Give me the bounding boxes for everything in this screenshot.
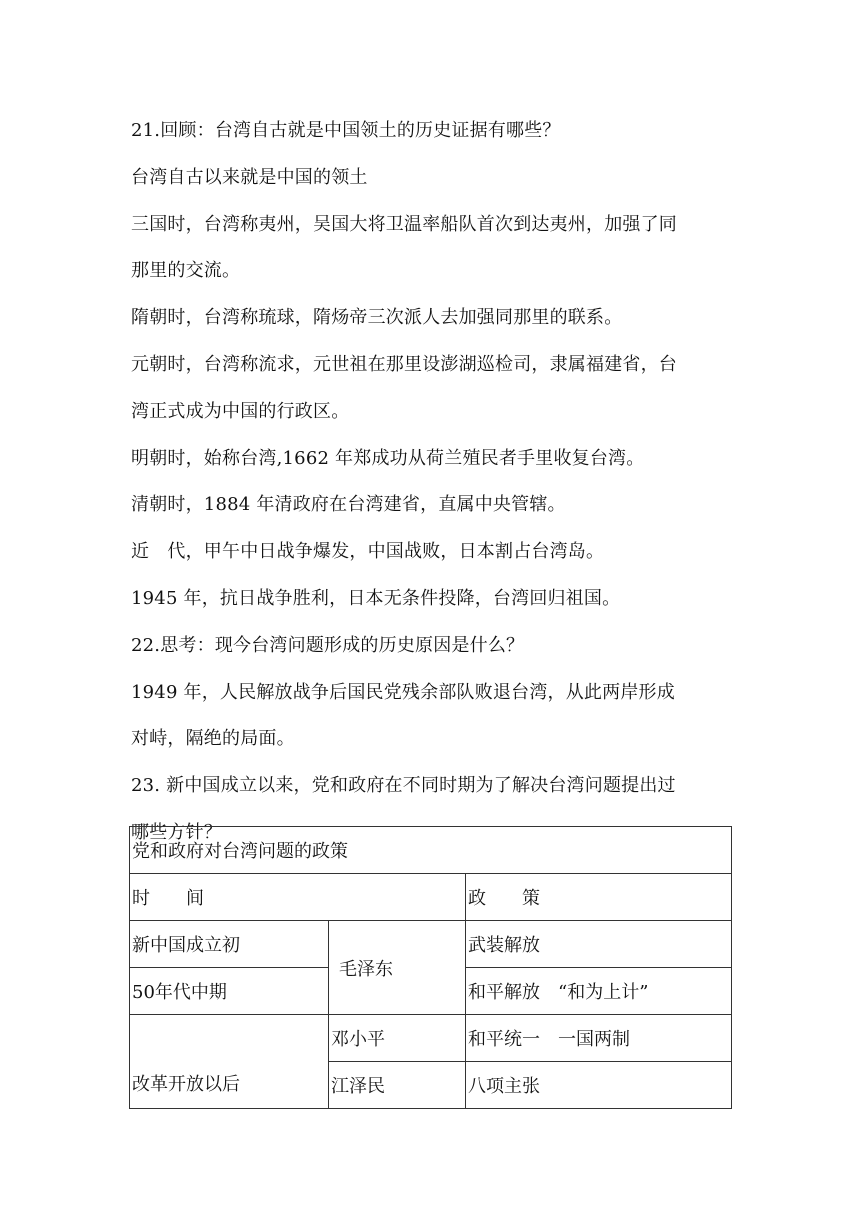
text-line: 台湾自古以来就是中国的领土 — [131, 166, 368, 188]
text-line: 1945 年，抗日战争胜利，日本无条件投降，台湾回归祖国。 — [131, 587, 621, 609]
question-22: 22.思考：现今台湾问题形成的历史原因是什么？ — [131, 634, 525, 656]
policy-table — [129, 826, 732, 1109]
table-row — [130, 874, 732, 921]
period-cell: 50年代中期 — [130, 968, 329, 1015]
text-body — [131, 108, 731, 857]
policy-cell: 和平解放 “和为上计” — [466, 968, 732, 1015]
question-21: 21.回顾：台湾自古就是中国领土的历史证据有哪些？ — [131, 120, 561, 141]
text-line: 清朝时，1884 年清政府在台湾建省，直属中央管辖。 — [131, 494, 566, 516]
policy-cell: 八项主张 — [466, 1062, 732, 1109]
header-policy: 政 策 — [466, 874, 732, 921]
text-line: 1949 年，人民解放战争后国民党残余部队败退台湾，从此两岸形成 — [131, 681, 675, 703]
table-row — [130, 827, 732, 874]
period-cell: 改革开放以后 — [130, 1015, 329, 1109]
table-row — [130, 921, 732, 968]
text-line: 近 代，甲午中日战争爆发，中国战败，日本割占台湾岛。 — [131, 541, 605, 563]
leader-cell: 毛泽东 — [329, 921, 466, 1015]
text-line: 明朝时，始称台湾,1662 年郑成功从荷兰殖民者手里收复台湾。 — [131, 447, 645, 469]
table-title: 党和政府对台湾问题的政策 — [130, 827, 732, 874]
header-time: 时 间 — [130, 874, 466, 921]
text-line: 对峙，隔绝的局面。 — [131, 728, 295, 750]
text-line: 湾正式成为中国的行政区。 — [131, 400, 350, 422]
leader-cell: 江泽民 — [329, 1062, 466, 1109]
table-row — [130, 1015, 732, 1062]
question-23: 23. 新中国成立以来，党和政府在不同时期为了解决台湾问题提出过 — [131, 775, 676, 797]
text-line: 哪些方针？ — [131, 821, 222, 843]
text-line: 三国时，台湾称夷州，吴国大将卫温率船队首次到达夷州，加强了同 — [131, 213, 677, 235]
text-line: 隋朝时，台湾称琉球，隋炀帝三次派人去加强同那里的联系。 — [131, 307, 623, 329]
period-cell: 新中国成立初 — [130, 921, 329, 968]
leader-cell: 邓小平 — [329, 1015, 466, 1062]
policy-cell: 武装解放 — [466, 921, 732, 968]
text-line: 那里的交流。 — [131, 260, 241, 282]
text-line: 元朝时，台湾称流求，元世祖在那里设澎湖巡检司，隶属福建省，台 — [131, 353, 677, 375]
policy-cell: 和平统一 一国两制 — [466, 1015, 732, 1062]
